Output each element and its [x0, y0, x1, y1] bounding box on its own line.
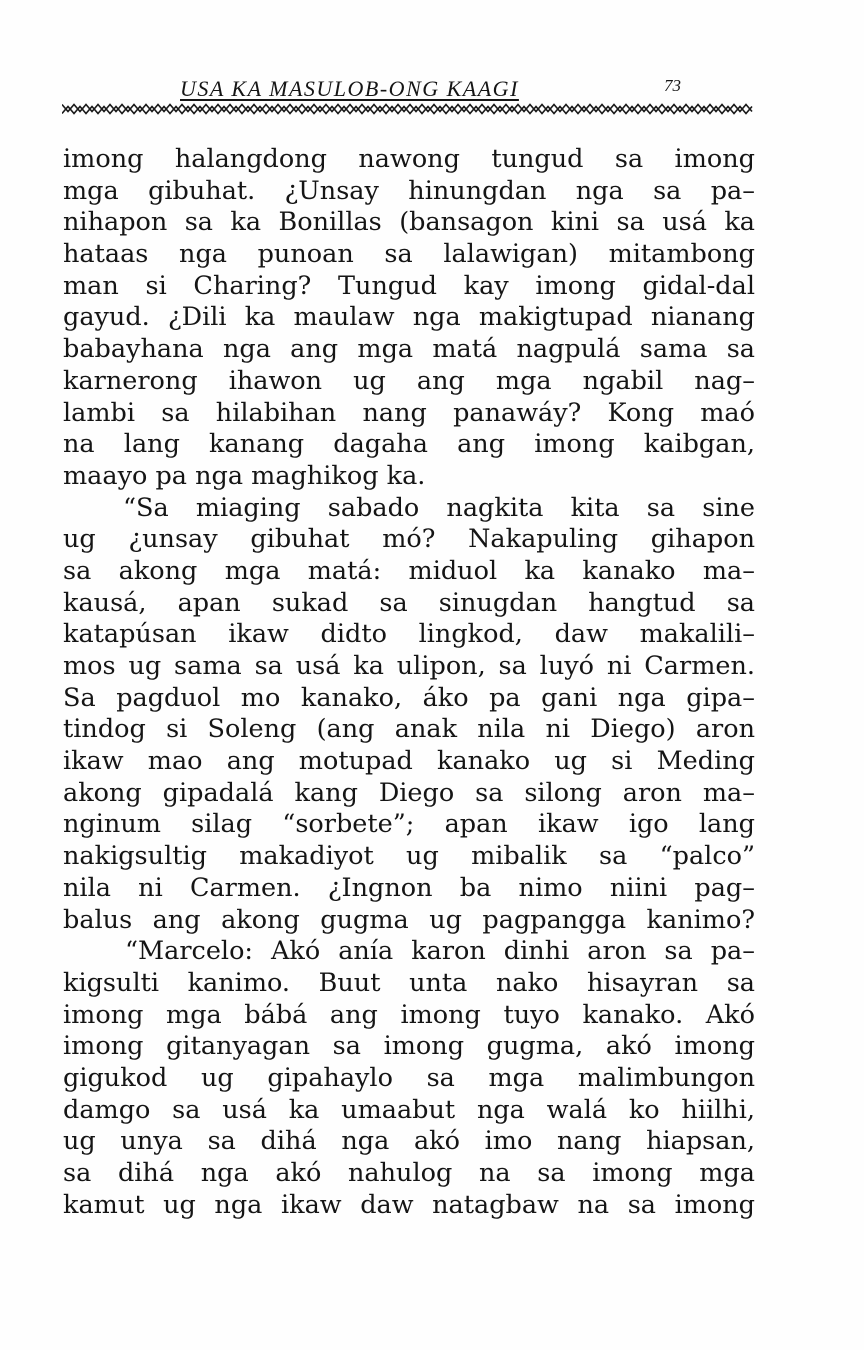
wavy-rule-ornament: [62, 100, 756, 118]
text-line: Sa pagduol mo kanako, áko pa gani nga gipa–: [63, 682, 755, 713]
text-line: nakigsultig makadiyot ug mibalik sa “palco”: [63, 841, 755, 872]
text-line: karnerong ihawon ug ang mga ngabil nag–: [63, 365, 755, 396]
text-line: imong halangdong nawong tungud sa imong: [63, 144, 755, 174]
text-line: nila ni Carmen. ¿Ingnon ba nimo niini pag–: [63, 872, 755, 903]
text-line: damgo sa usá ka umaabut nga walá ko hiilhi,: [63, 1094, 755, 1125]
text-line: babayhana nga ang mga matá nagpulá sama sa: [63, 334, 755, 365]
text-line: “Marcelo: Akó anía karon dinhi aron sa pa–: [125, 936, 755, 967]
text-line: “Sa miaging sabado nagkita kita sa sine: [123, 492, 755, 523]
text-line: hataas nga punoan sa lalawigan) mitambong: [63, 239, 755, 270]
running-title: USA KA MASULOB-ONG KAAGI: [180, 76, 519, 101]
text-line: kamut ug nga ikaw daw natagbaw na sa imong: [63, 1189, 755, 1220]
text-line: na lang kanang dagaha ang imong kaibgan,: [63, 429, 755, 460]
text-line: nihapon sa ka Bonillas (bansagon kini sa usá ka: [63, 207, 755, 238]
body-text: [63, 144, 755, 1221]
text-line: balus ang akong gugma ug pagpangga kanimo?: [63, 904, 755, 935]
text-line: lambi sa hilabihan nang panawáy? Kong maó: [63, 397, 755, 428]
text-line: akong gipadalá kang Diego sa silong aron ma–: [63, 777, 755, 808]
text-line: ug unya sa dihá nga akó imo nang hiapsan,: [63, 1126, 755, 1157]
text-line: mga gibuhat. ¿Unsay hinungdan nga sa pa–: [63, 175, 755, 206]
text-line: gigukod ug gipahaylo sa mga malimbungon: [63, 1062, 755, 1093]
text-line: kigsulti kanimo. Buut unta nako hisayran sa: [63, 967, 755, 998]
text-line: tindog si Soleng (ang anak nila ni Diego) aron: [63, 714, 755, 745]
page-number: 73: [664, 76, 681, 95]
text-line: sa akong mga matá: miduol ka kanako ma–: [63, 555, 755, 586]
text-line: mos ug sama sa usá ka ulipon, sa luyó ni Carmen.: [63, 651, 755, 681]
text-line: ikaw mao ang motupad kanako ug si Meding: [63, 746, 755, 777]
text-line: ug ¿unsay gibuhat mó? Nakapuling gihapon: [63, 524, 755, 555]
text-line: sa dihá nga akó nahulog na sa imong mga: [63, 1158, 755, 1188]
text-line: gayud. ¿Dili ka maulaw nga makigtupad nianang: [63, 302, 755, 333]
text-line: katapúsan ikaw didto lingkod, daw makalili–: [63, 619, 755, 650]
text-line: imong mga bábá ang imong tuyo kanako. Akó: [63, 999, 755, 1030]
text-line: imong gitanyagan sa imong gugma, akó imong: [63, 1031, 755, 1062]
text-line: man si Charing? Tungud kay imong gidal-dal: [63, 270, 755, 301]
text-line: maayo pa nga maghikog ka.: [63, 460, 426, 491]
text-line: nginum silag “sorbete”; apan ikaw igo lang: [63, 809, 755, 840]
text-line: kausá, apan sukad sa sinugdan hangtud sa: [63, 587, 755, 618]
